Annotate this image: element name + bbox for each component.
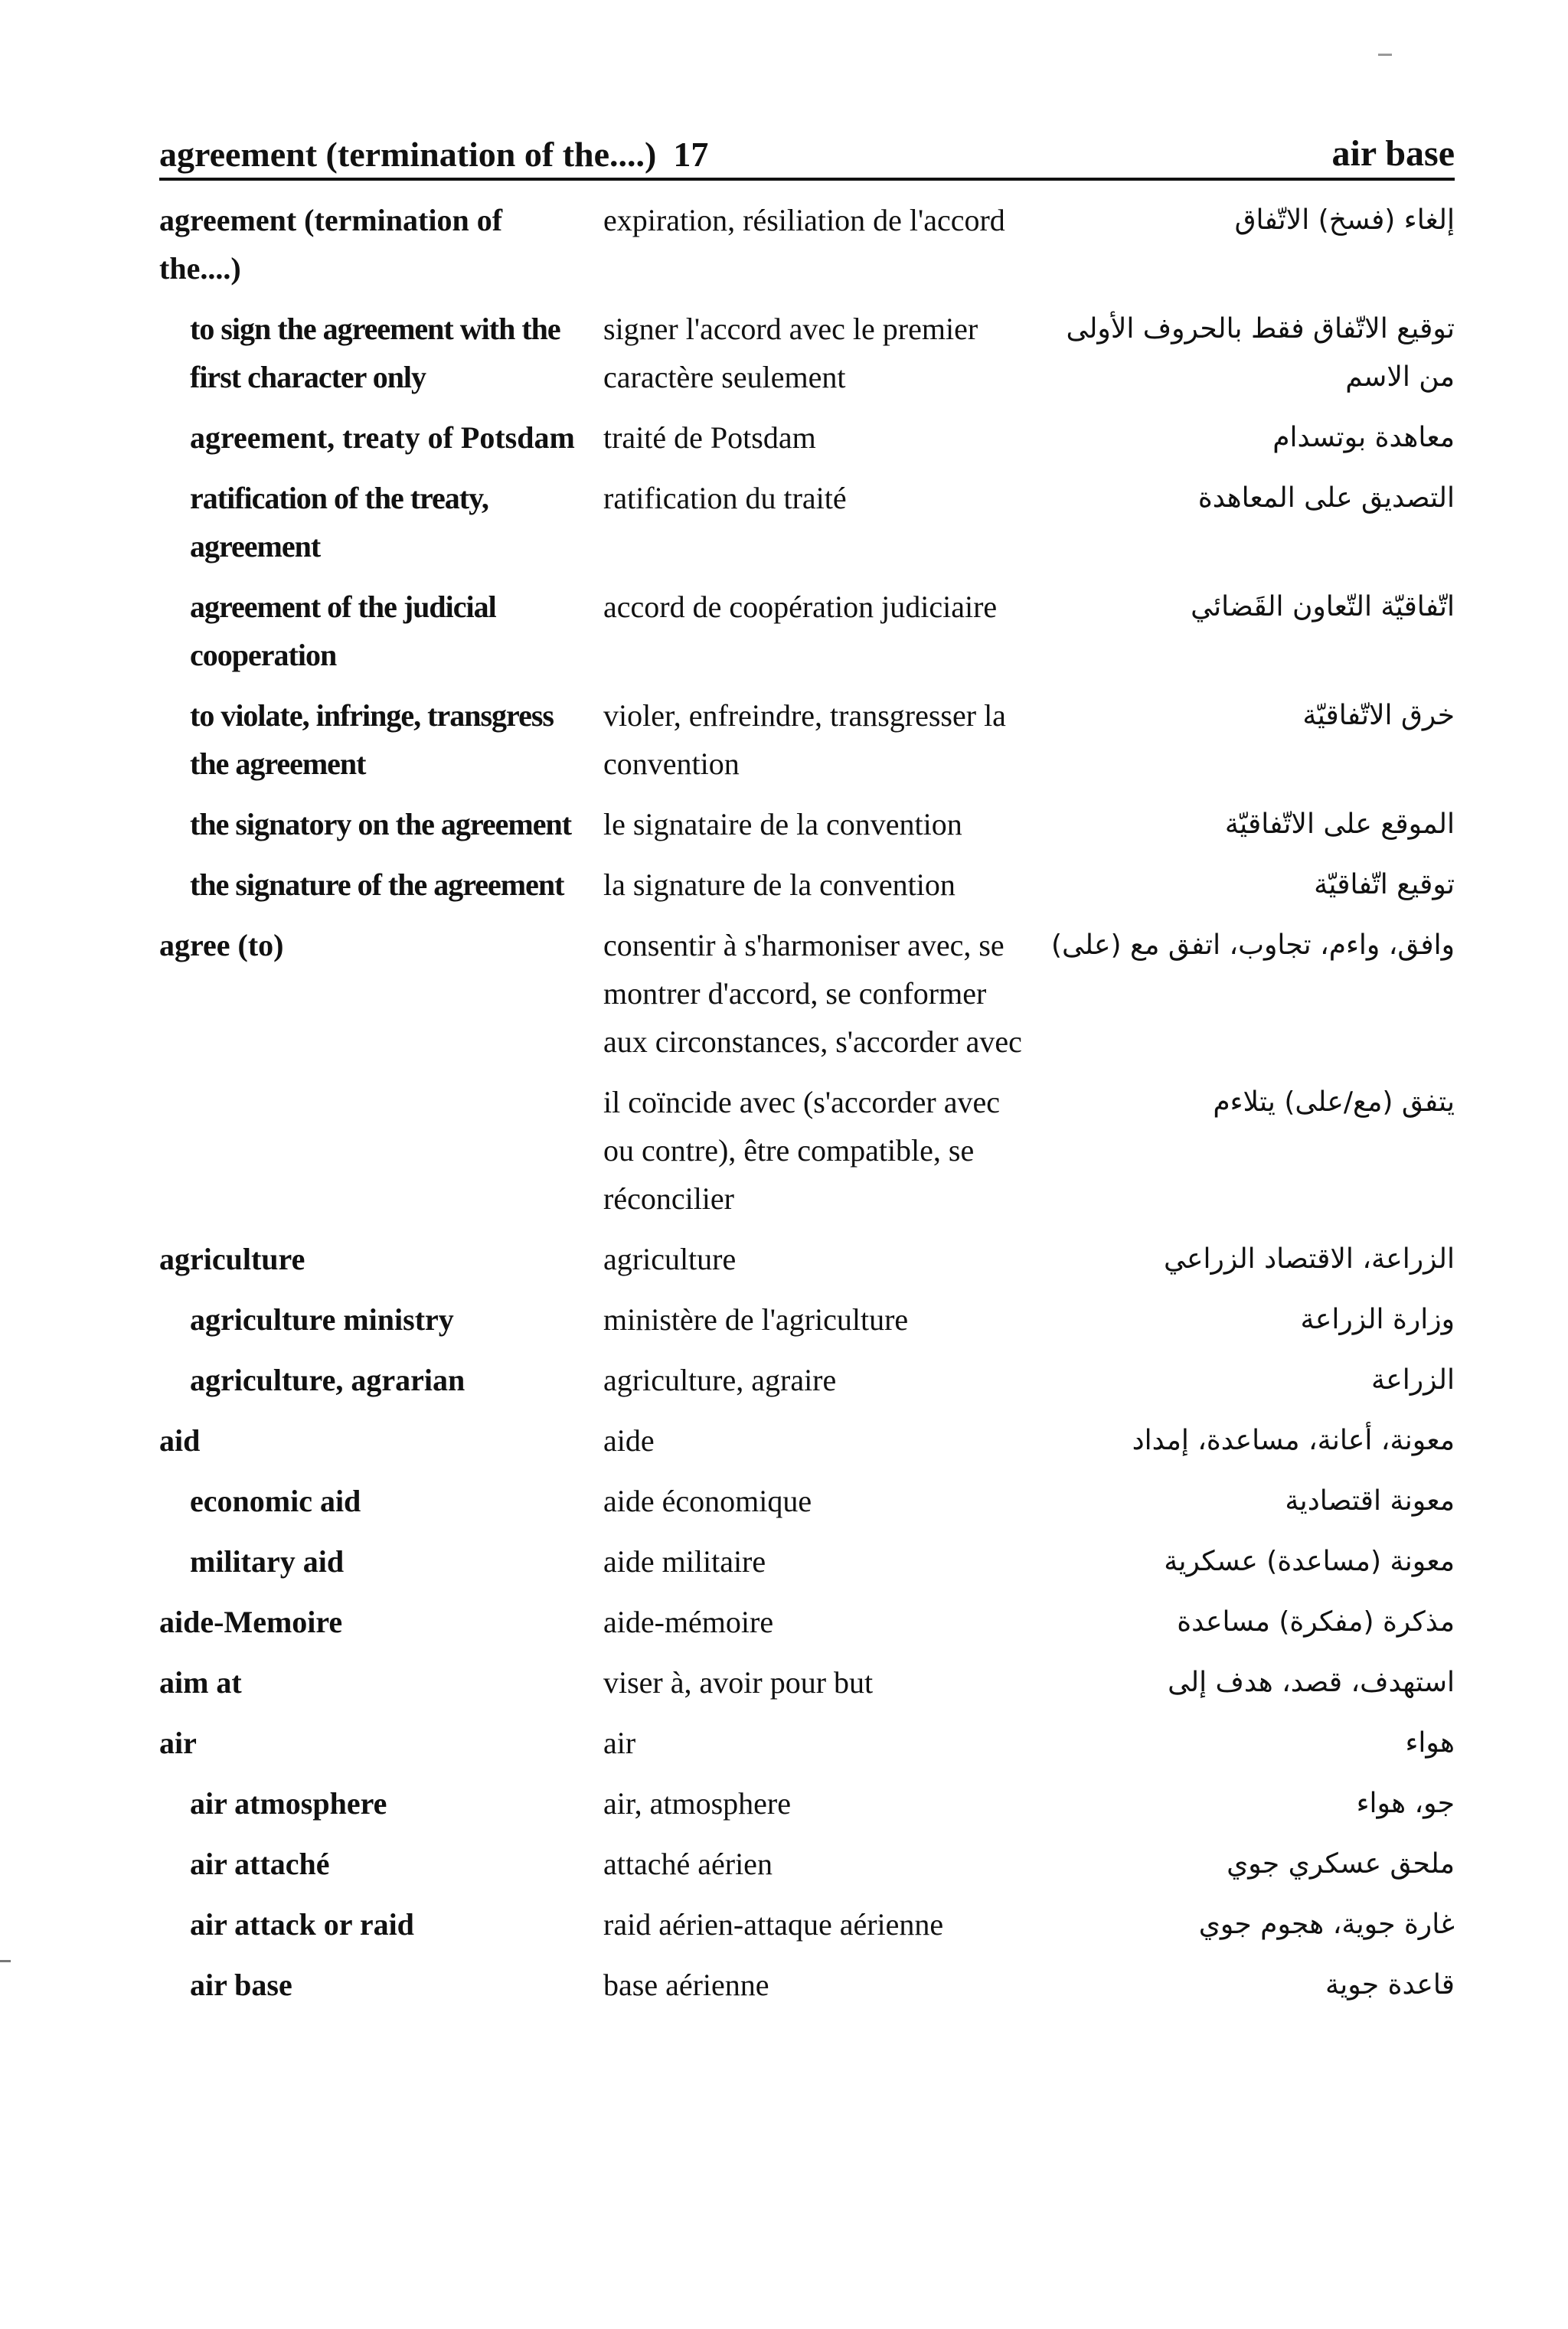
subentry-row: [159, 583, 1455, 679]
arabic-translation: وافق، واءم، تجاوب، اتفق مع (على): [1051, 929, 1455, 961]
english-term: aid: [159, 1423, 201, 1458]
french-translation: ratification du traité: [603, 481, 847, 515]
french-translation: traité de Potsdam: [603, 420, 816, 455]
subentry-row: [159, 800, 1455, 848]
arabic-translation: اتّفاقيّة التّعاون القَضائي: [1191, 591, 1455, 622]
entry-row: [159, 1719, 1455, 1767]
french-translation: aide-mémoire: [603, 1605, 774, 1639]
french-translation: viser à, avoir pour but: [603, 1665, 874, 1700]
french-translation: air: [603, 1726, 636, 1760]
english-term: agriculture, agrarian: [190, 1363, 466, 1397]
english-term: air attaché: [190, 1847, 330, 1881]
french-translation: air, atmosphere: [603, 1786, 791, 1821]
french-translation: agriculture, agraire: [603, 1363, 837, 1397]
arabic-translation: الموقع على الاتّفاقيّة: [1224, 808, 1455, 840]
entry-row: [159, 1416, 1455, 1465]
french-translation: aide: [603, 1423, 655, 1458]
entry-row: [159, 1658, 1455, 1707]
subentry-row: [159, 305, 1455, 401]
french-translation: aide militaire: [603, 1544, 766, 1579]
english-term: agriculture ministry: [190, 1302, 454, 1337]
english-term: agriculture: [159, 1242, 305, 1276]
english-term: to sign the agreement with the first character only: [190, 312, 560, 394]
header-last-word: air base: [1331, 133, 1455, 174]
arabic-translation: هواء: [1405, 1727, 1455, 1759]
arabic-translation: إلغاء (فسخ) الاتّفاق: [1234, 204, 1455, 236]
arabic-translation: قاعدة جوية: [1325, 1969, 1455, 2001]
arabic-translation: التصديق على المعاهدة: [1197, 482, 1455, 514]
arabic-translation: معونة (مساعدة) عسكرية: [1164, 1546, 1455, 1577]
english-term: agreement of the judicial cooperation: [190, 590, 496, 672]
arabic-translation: مذكرة (مفكرة) مساعدة: [1177, 1606, 1455, 1638]
french-translation: signer l'accord avec le premier caractère seulement: [603, 312, 978, 394]
arabic-translation: غارة جوية، هجوم جوي: [1198, 1909, 1455, 1940]
subentry-row: [159, 1779, 1455, 1828]
arabic-translation: الزراعة، الاقتصاد الزراعي: [1163, 1243, 1455, 1275]
arabic-translation: توقيع الاتّفاق فقط بالحروف الأولى من الاسم: [1066, 313, 1455, 393]
french-translation: attaché aérien: [603, 1847, 773, 1881]
english-term: to violate, infringe, transgress the agreement: [190, 698, 554, 781]
arabic-translation: يتفق (مع/على) يتلاءم: [1213, 1086, 1455, 1118]
arabic-translation: توقيع اتّفاقيّة: [1314, 869, 1455, 900]
english-term: agree (to): [159, 928, 284, 962]
english-term: aim at: [159, 1665, 242, 1700]
subentry-row: [159, 1537, 1455, 1586]
english-term: [159, 1078, 597, 1223]
english-term: the signature of the agreement: [190, 867, 564, 902]
subentry-row: [159, 1840, 1455, 1888]
page-number: 17: [673, 135, 709, 174]
subentry-row: [159, 1356, 1455, 1404]
arabic-translation: معاهدة بوتسدام: [1272, 422, 1455, 453]
french-translation: agriculture: [603, 1242, 737, 1276]
arabic-translation: خرق الاتّفاقيّة: [1302, 700, 1455, 731]
english-term: agreement (termination of the....): [159, 203, 503, 286]
entry-row: [159, 1598, 1455, 1646]
english-term: air atmosphere: [190, 1786, 387, 1821]
french-translation: la signature de la convention: [603, 867, 956, 902]
french-translation: consentir à s'harmoniser avec, se montrer d'accord, se conformer aux circonstances, s'accorder avec: [603, 928, 1022, 1059]
subentry-row: [159, 474, 1455, 570]
arabic-translation: استهدف، قصد، هدف إلى: [1168, 1667, 1455, 1698]
subentry-row: [159, 1295, 1455, 1344]
subentry-row: [159, 1961, 1455, 2009]
french-translation: base aérienne: [603, 1968, 769, 2002]
entry-row: [159, 921, 1455, 1066]
english-term: the signatory on the agreement: [190, 807, 572, 841]
header-first-word: agreement (termination of the....): [159, 135, 657, 174]
subentry-row: [159, 1078, 1455, 1223]
english-term: air attack or raid: [190, 1907, 414, 1942]
english-term: ratification of the treaty, agreement: [190, 481, 488, 563]
subentry-row: [159, 413, 1455, 462]
entry-row: [159, 196, 1455, 292]
running-header: [159, 122, 1455, 181]
french-translation: le signataire de la convention: [603, 807, 962, 841]
english-term: aide-Memoire: [159, 1605, 343, 1639]
dictionary-entries: [159, 196, 1455, 2021]
english-term: military aid: [190, 1544, 345, 1579]
french-translation: accord de coopération judiciaire: [603, 590, 998, 624]
arabic-translation: معونة اقتصادية: [1285, 1485, 1455, 1517]
subentry-row: [159, 691, 1455, 788]
english-term: air: [159, 1726, 197, 1760]
scan-mark: [1378, 54, 1392, 56]
french-translation: raid aérien-attaque aérienne: [603, 1907, 944, 1942]
subentry-row: [159, 1900, 1455, 1948]
margin-mark: [0, 1960, 11, 1962]
arabic-translation: ملحق عسكري جوي: [1227, 1848, 1455, 1880]
french-translation: aide économique: [603, 1484, 812, 1518]
english-term: agreement, treaty of Potsdam: [190, 420, 575, 455]
header-left: [159, 134, 708, 175]
english-term: economic aid: [190, 1484, 361, 1518]
arabic-translation: جو، هواء: [1356, 1788, 1455, 1819]
french-translation: il coïncide avec (s'accorder avec ou contre), être compatible, se réconcilier: [603, 1085, 1000, 1216]
arabic-translation: الزراعة: [1370, 1364, 1455, 1396]
english-term: air base: [190, 1968, 292, 2002]
subentry-row: [159, 861, 1455, 909]
french-translation: expiration, résiliation de l'accord: [603, 203, 1005, 237]
entry-row: [159, 1235, 1455, 1283]
french-translation: ministère de l'agriculture: [603, 1302, 909, 1337]
subentry-row: [159, 1477, 1455, 1525]
arabic-translation: وزارة الزراعة: [1300, 1304, 1455, 1335]
french-translation: violer, enfreindre, transgresser la convention: [603, 698, 1006, 781]
arabic-translation: معونة، أعانة، مساعدة، إمداد: [1132, 1425, 1455, 1456]
